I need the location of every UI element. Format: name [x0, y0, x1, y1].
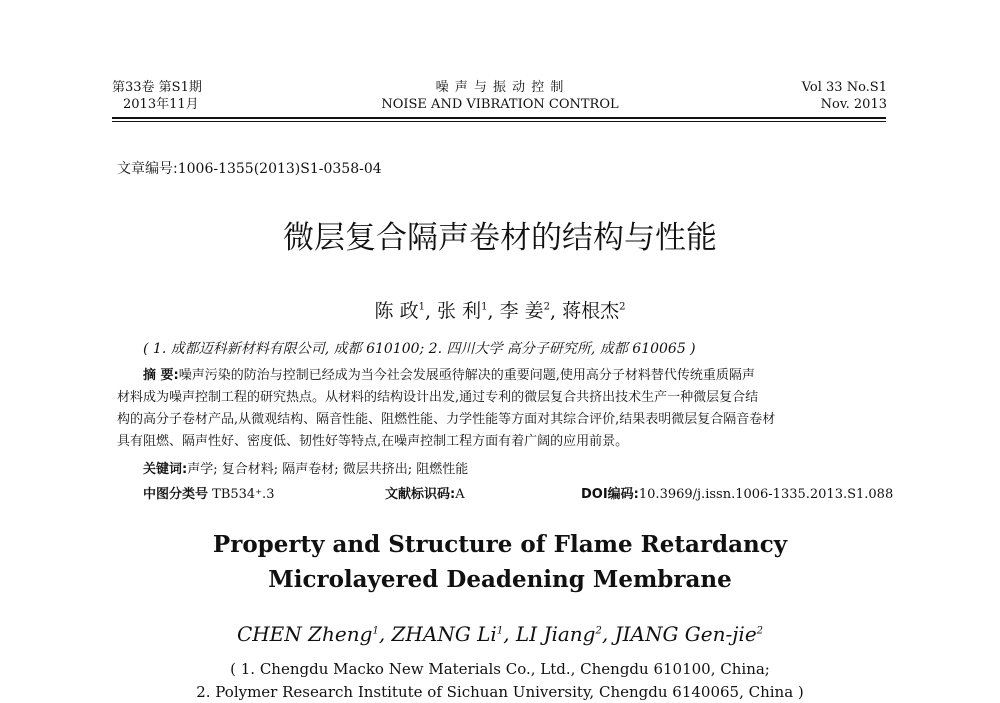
journal-issue-cn: 第33卷 第S1期	[112, 80, 202, 95]
author-cn: 陈 政$^1$	[374, 300, 425, 323]
abstract-line-3: 构的高分子卷材产品,从微观结构、隔音性能、阻燃性能、力学性能等方面对其综合评价,结果表明微层复合隔音卷材	[117, 412, 776, 427]
abstract-line-2: 材料成为噪声控制工程的研究热点。从材料的结构设计出发,通过专利的微层复合共挤出技术生产一种微层复合结	[117, 390, 759, 405]
header-rule-thin	[112, 121, 886, 122]
author-cn: 张 利$^1$	[437, 300, 488, 323]
journal-date-en: Nov. 2013	[820, 97, 887, 112]
clc-value: TB534⁺.3	[212, 487, 275, 502]
title-en-line-2: Microlayered Deadening Membrane	[268, 566, 732, 593]
article-number-value: 1006-1355(2013)S1-0358-04	[177, 161, 382, 177]
keywords-value: 声学; 复合材料; 隔声卷材; 微层共挤出; 阻燃性能	[187, 462, 469, 477]
doi-value: 10.3969/j.issn.1006-1335.2013.S1.088	[638, 487, 894, 502]
abstract-text: 噪声污染的防治与控制已经成为当今社会发展亟待解决的重要问题,使用高分子材料替代传统重质隔声	[178, 368, 755, 383]
authors-cn: 陈 政$^1$, 张 利$^1$, 李 姜$^2$, 蒋根杰$^2$	[374, 300, 626, 323]
doi	[581, 483, 893, 502]
document-code-value: A	[455, 487, 465, 502]
article-number-label: 文章编号:	[117, 161, 178, 177]
abstract-line-4: 具有阻燃、隔声性好、密度低、韧性好等特点,在噪声控制工程方面有着广阔的应用前景。	[117, 434, 629, 449]
abstract-line-1	[143, 365, 755, 387]
title-cn: 微层复合隔声卷材的结构与性能	[283, 220, 717, 256]
journal-name-cn: 噪 声 与 振 动 控 制	[435, 80, 565, 95]
header-rule-thick	[112, 117, 886, 119]
journal-date-cn: 2013年11月	[123, 97, 199, 112]
doi-label: DOI编码:	[581, 487, 639, 502]
keywords	[143, 458, 468, 477]
abstract-label: 摘 要:	[143, 368, 179, 383]
affiliation-en-line-2: 2. Polymer Research Institute of Sichuan University, Chengdu 6140065, China )	[196, 683, 804, 701]
clc-number	[143, 483, 274, 502]
author-cn: 李 姜$^2$	[499, 300, 550, 323]
keywords-label: 关键词:	[143, 462, 188, 477]
author-en: JIANG Gen-jie$^2$	[614, 621, 764, 646]
affiliation-en-line-1: ( 1. Chengdu Macko New Materials Co., Ltd., Chengdu 610100, China;	[230, 660, 770, 678]
document-code	[385, 483, 465, 502]
author-en: CHEN Zheng$^1$	[236, 621, 379, 646]
affiliation-cn: ( 1. 成都迈科新材料有限公司, 成都 610100; 2. 四川大学 高分子研究所, 成都 610065 )	[143, 341, 696, 357]
clc-label: 中图分类号	[143, 487, 209, 502]
author-en: ZHANG Li$^1$	[391, 621, 504, 646]
article-number	[117, 158, 382, 178]
author-cn: 蒋根杰$^2$	[562, 300, 626, 323]
title-en-line-1: Property and Structure of Flame Retardancy	[212, 531, 788, 558]
journal-volume-en: Vol 33 No.S1	[801, 80, 887, 95]
author-en: LI Jiang$^2$	[515, 621, 602, 646]
journal-name-en: NOISE AND VIBRATION CONTROL	[381, 97, 619, 112]
document-code-label: 文献标识码:	[385, 487, 456, 502]
authors-en: CHEN Zheng$^1$, ZHANG Li$^1$, LI Jiang$^2$, JIANG Gen-jie$^2$	[236, 621, 764, 646]
